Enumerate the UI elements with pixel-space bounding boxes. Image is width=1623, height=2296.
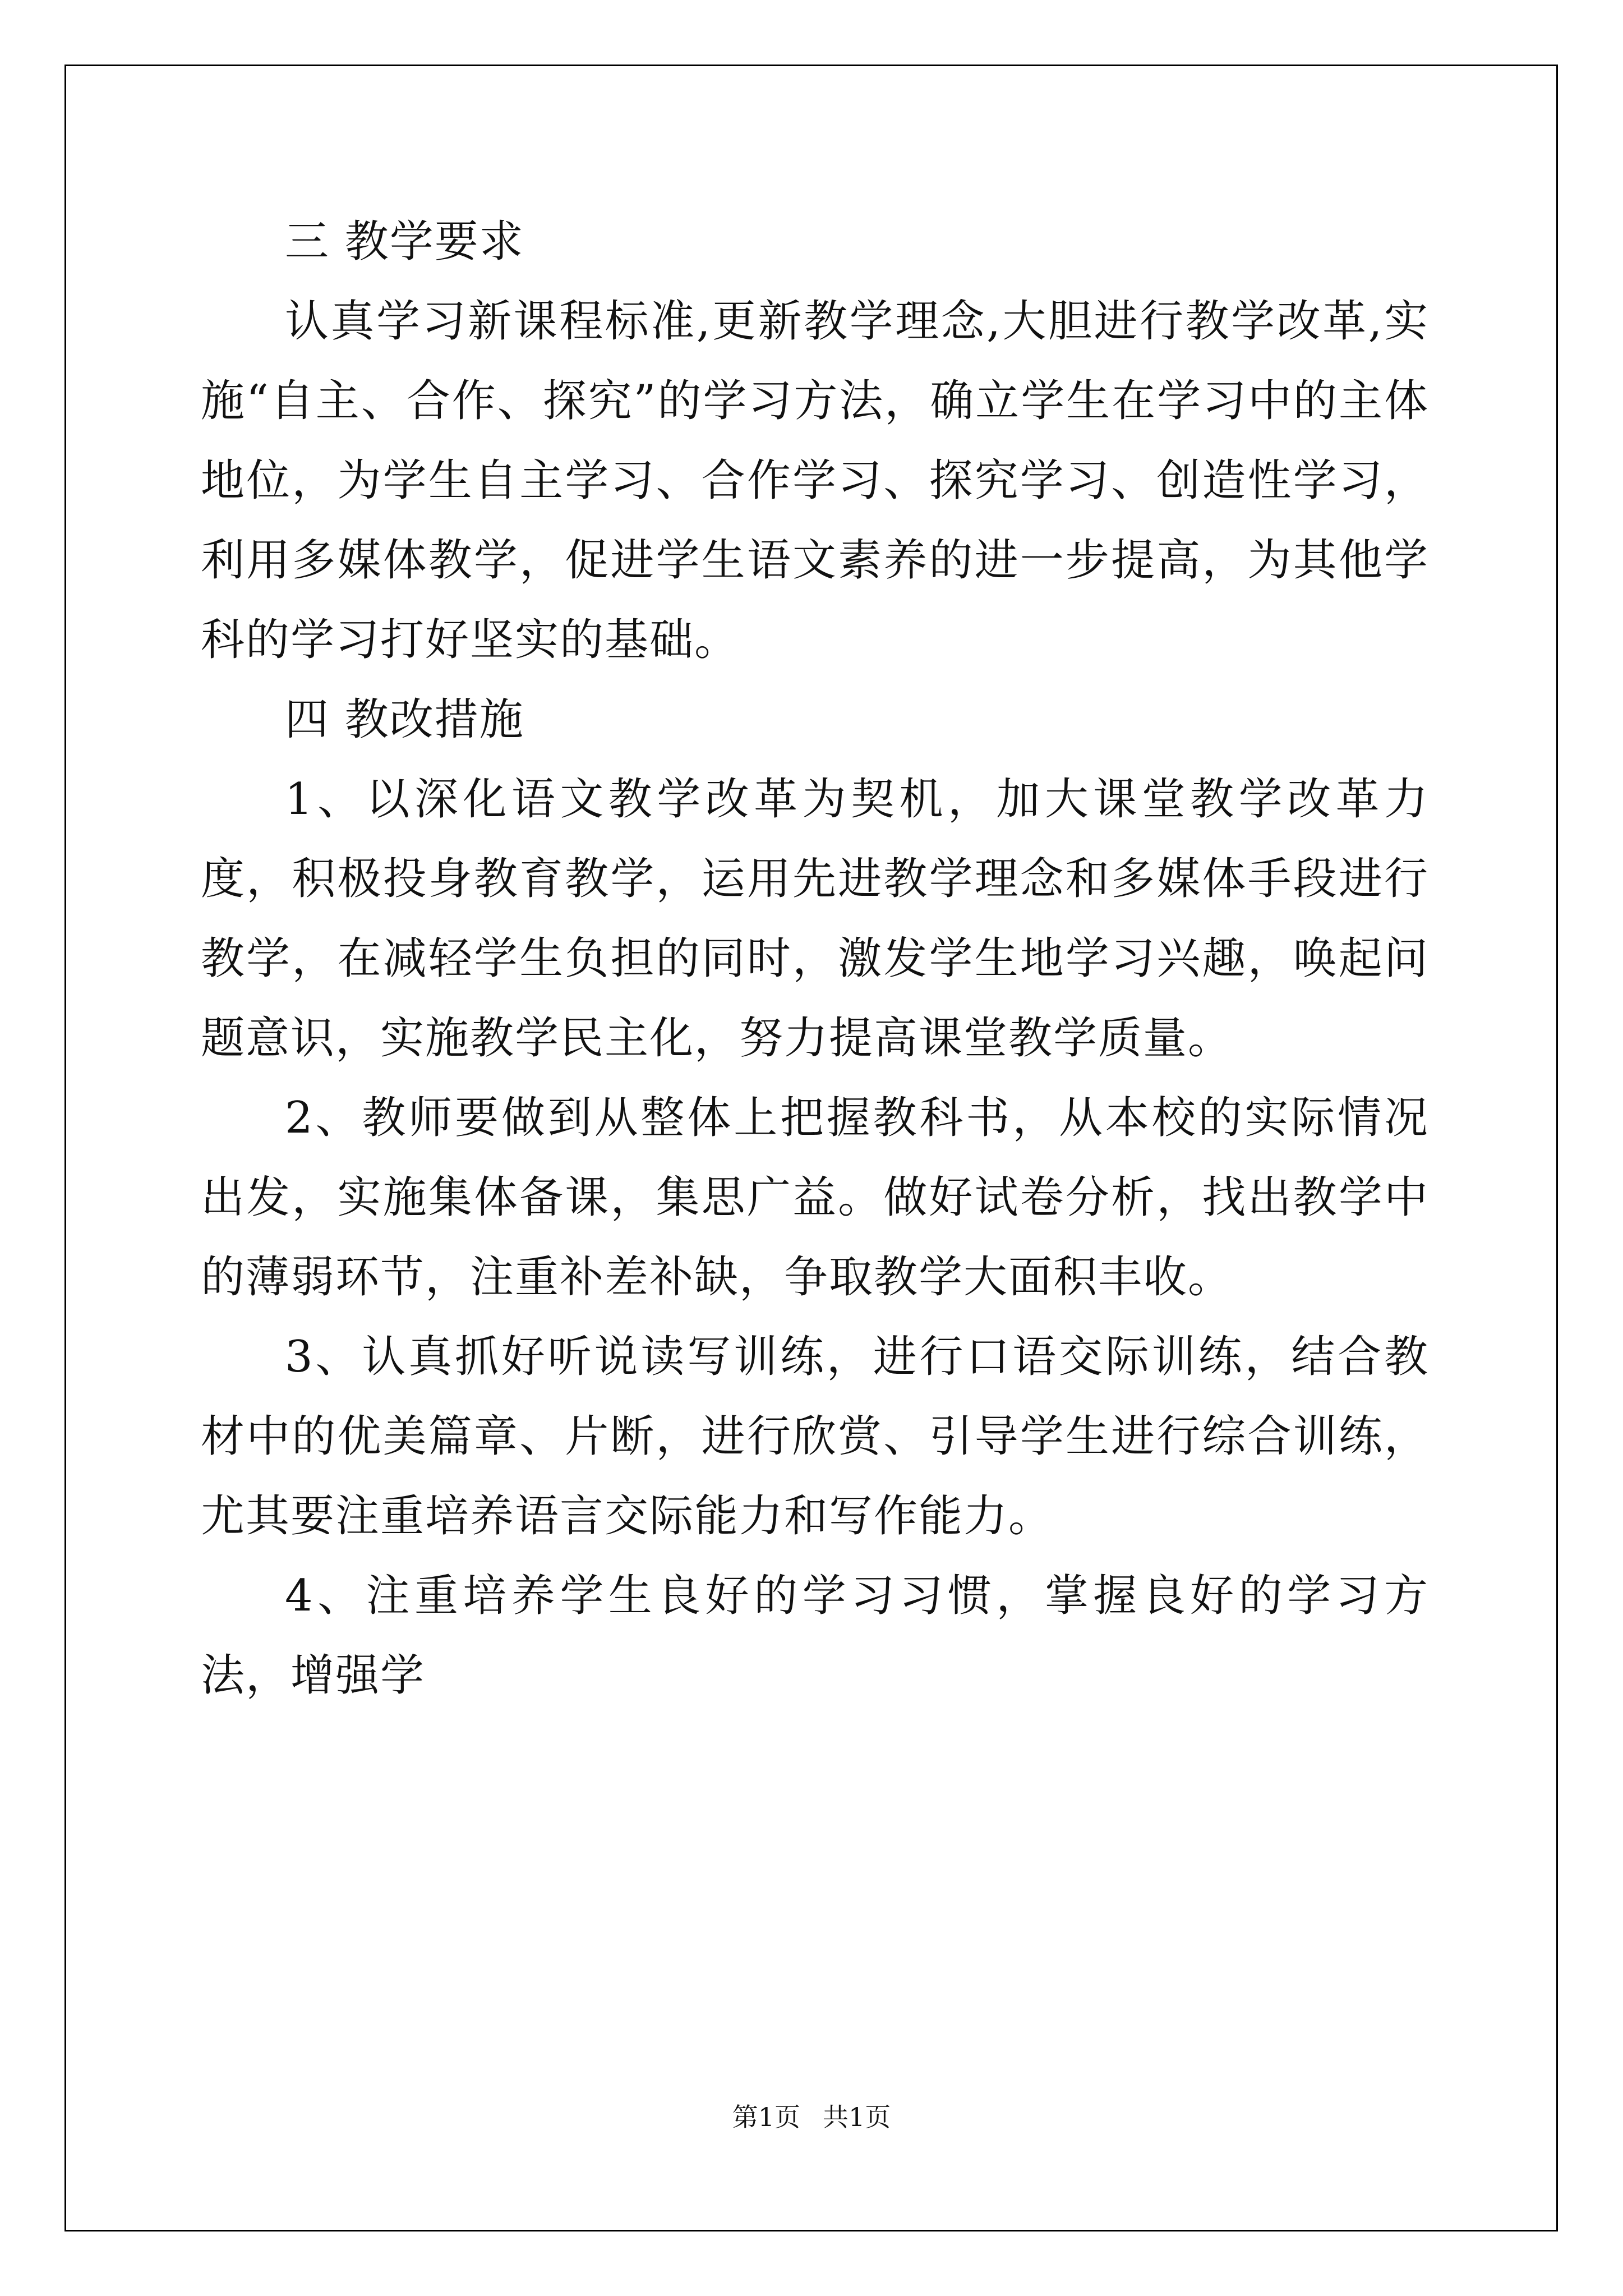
page-footer bbox=[0, 2097, 1623, 2134]
paragraph-measure-3: 3、认真抓好听说读写训练，进行口语交际训练，结合教材中的优美篇章、片断，进行欣赏、引导学生进行综合训练，尤其要注重培养语言交际能力和写作能力。 bbox=[201, 1332, 1429, 1542]
paragraph-requirements: 认真学习新课程标准,更新教学理念,大胆进行教学改革,实施“自主、合作、探究”的学习方法，确立学生在学习中的主体地位，为学生自主学习、合作学习、探究学习、创造性学习，利用多媒体教学，促进学生语文素养的进一步提高，为其他学科的学习打好坚实的基础。 bbox=[201, 296, 1429, 665]
section-heading-requirements: 三 教学要求 bbox=[285, 217, 524, 267]
paragraph-measure-2: 2、教师要做到从整体上把握教科书，从本校的实际情况出发，实施集体备课，集思广益。做好试卷分析，找出教学中的薄弱环节，注重补差补缺，争取教学大面积丰收。 bbox=[201, 1093, 1429, 1303]
page-number-total: 共1页 bbox=[823, 2102, 891, 2132]
paragraph-measure-4: 4、注重培养学生良好的学习习惯，掌握良好的学习方法，增强学 bbox=[201, 1571, 1429, 1701]
document-body bbox=[201, 202, 1429, 1715]
section-heading-measures: 四 教改措施 bbox=[285, 694, 524, 745]
page-number-current: 第1页 bbox=[732, 2102, 800, 2132]
paragraph-measure-1: 1、以深化语文教学改革为契机，加大课堂教学改革力度，积极投身教育教学，运用先进教学理念和多媒体手段进行教学，在减轻学生负担的同时，激发学生地学习兴趣，唤起问题意识，实施教学民主化，努力提高课堂教学质量。 bbox=[201, 774, 1429, 1064]
